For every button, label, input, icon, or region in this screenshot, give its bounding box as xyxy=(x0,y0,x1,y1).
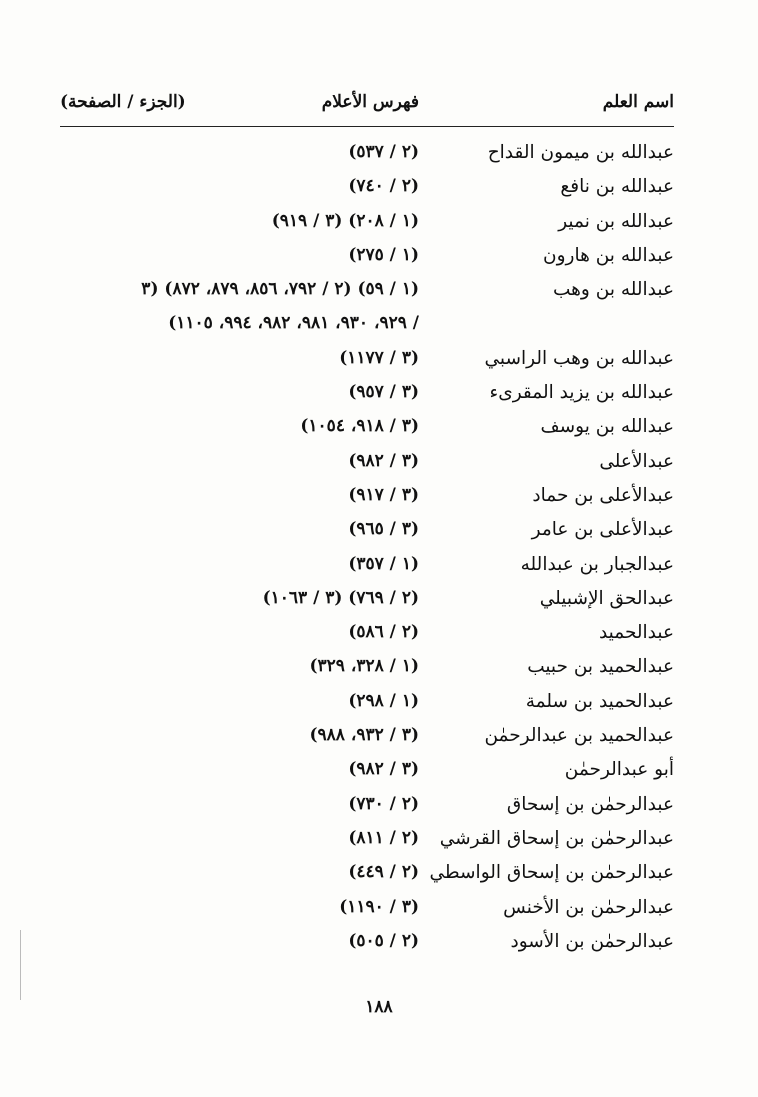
index-entry xyxy=(60,858,674,892)
volume-page-reference: (٢ / ٨١١) xyxy=(348,827,419,848)
volume-page-reference: (٣ / ٩٨٢) xyxy=(348,759,419,780)
volume-page-reference: (٣ / ٩١٧) xyxy=(348,484,419,505)
name-column-heading: اسم العلم xyxy=(602,92,674,112)
volume-page-reference: (٢ / ٧٣٠) xyxy=(348,793,419,814)
person-name: عبدالله بن نمير xyxy=(558,210,674,232)
person-name: عبدالله بن هارون xyxy=(543,244,674,266)
index-entry xyxy=(60,447,674,481)
index-list xyxy=(60,138,674,961)
person-name: عبدالحميد بن حبيب xyxy=(527,656,674,678)
volume-page-reference: (٣ / ٩٨٢) xyxy=(348,450,419,471)
person-name: عبدالأعلى xyxy=(599,450,674,472)
person-name: عبدالحق الإشبيلي xyxy=(539,587,674,609)
person-name: عبدالرحمٰن بن إسحاق الواسطي xyxy=(429,862,674,884)
volume-page-reference: (١ / ٢٧٥) xyxy=(348,244,419,265)
person-name: عبدالحميد بن سلمة xyxy=(525,690,674,712)
person-name: عبدالجبار بن عبدالله xyxy=(520,553,674,575)
index-entry xyxy=(60,721,674,755)
person-name: عبدالرحمٰن بن الأخنس xyxy=(503,896,674,918)
volume-page-reference: (٢ / ٧٦٩) (٣ / ١٠٦٣) xyxy=(262,587,419,608)
index-entry xyxy=(60,652,674,686)
index-entry xyxy=(60,378,674,412)
index-entry xyxy=(60,893,674,927)
person-name: عبدالرحمٰن بن إسحاق xyxy=(506,793,674,815)
volume-page-reference: / ٩٢٩، ٩٣٠، ٩٨١، ٩٨٢، ٩٩٤، ١١٠٥) xyxy=(168,313,419,334)
volume-page-reference: (١ / ٣٢٨، ٣٢٩) xyxy=(309,656,419,677)
person-name: عبدالله بن وهب xyxy=(553,279,674,301)
index-entry xyxy=(60,138,674,172)
volume-page-reference: (٢ / ٤٤٩) xyxy=(348,862,419,883)
index-header xyxy=(60,88,674,120)
person-name: أبو عبدالرحمٰن xyxy=(564,759,674,781)
volume-page-reference: (٣ / ١١٧٧) xyxy=(339,347,419,368)
volume-page-reference: (٣ / ٩١٨، ١٠٥٤) xyxy=(300,416,419,437)
person-name: عبدالله بن وهب الراسبي xyxy=(484,347,674,369)
index-entry xyxy=(60,309,674,343)
index-entry xyxy=(60,344,674,378)
person-name: عبدالحميد بن عبدالرحمٰن xyxy=(484,725,674,747)
person-name: عبدالأعلى بن حماد xyxy=(532,484,674,506)
index-entry xyxy=(60,790,674,824)
person-name: عبدالله بن ميمون القداح xyxy=(487,142,674,163)
volume-page-reference: (١ / ٢٠٨) (٣ / ٩١٩) xyxy=(271,210,419,231)
person-name: عبدالله بن يوسف xyxy=(540,416,674,438)
person-name: عبدالرحمٰن بن إسحاق القرشي xyxy=(439,827,674,849)
volume-page-reference: (٣ / ١١٩٠) xyxy=(339,896,419,917)
index-entry xyxy=(60,824,674,858)
index-entry xyxy=(60,550,674,584)
volume-page-reference: (٢ / ٥٣٧) xyxy=(348,142,419,162)
person-name: عبدالحميد xyxy=(598,622,674,644)
volume-page-reference: (٢ / ٥٨٦) xyxy=(348,622,419,643)
index-entry xyxy=(60,172,674,206)
volume-page-reference: (١ / ٥٩) (٢ / ٧٩٢، ٨٥٦، ٨٧٩، ٨٧٢) (٣ xyxy=(141,279,419,300)
reference-column-heading: (الجزء / الصفحة) xyxy=(60,92,186,112)
index-entry xyxy=(60,618,674,652)
index-entry xyxy=(60,755,674,789)
index-entry xyxy=(60,412,674,446)
header-rule xyxy=(60,126,674,127)
person-name: عبدالرحمٰن بن الأسود xyxy=(510,930,674,952)
person-name: عبدالله بن يزيد المقرىء xyxy=(489,382,674,404)
scan-margin-line xyxy=(20,930,21,1000)
person-name: عبدالأعلى بن عامر xyxy=(531,519,674,541)
index-title: فهرس الأعلام xyxy=(321,92,419,112)
index-entry xyxy=(60,687,674,721)
volume-page-reference: (٣ / ٩٦٥) xyxy=(348,519,419,540)
volume-page-reference: (١ / ٣٥٧) xyxy=(348,553,419,574)
index-entry xyxy=(60,584,674,618)
volume-page-reference: (١ / ٢٩٨) xyxy=(348,690,419,711)
person-name: عبدالله بن نافع xyxy=(560,176,674,198)
volume-page-reference: (٢ / ٧٤٠) xyxy=(348,176,419,197)
index-entry xyxy=(60,515,674,549)
page-number: ١٨٨ xyxy=(365,997,393,1017)
index-entry xyxy=(60,241,674,275)
volume-page-reference: (٣ / ٩٥٧) xyxy=(348,382,419,403)
index-entry xyxy=(60,481,674,515)
index-entry xyxy=(60,275,674,309)
volume-page-reference: (٢ / ٥٠٥) xyxy=(348,930,419,951)
index-entry xyxy=(60,927,674,961)
volume-page-reference: (٣ / ٩٣٢، ٩٨٨) xyxy=(309,725,419,746)
index-entry xyxy=(60,207,674,241)
